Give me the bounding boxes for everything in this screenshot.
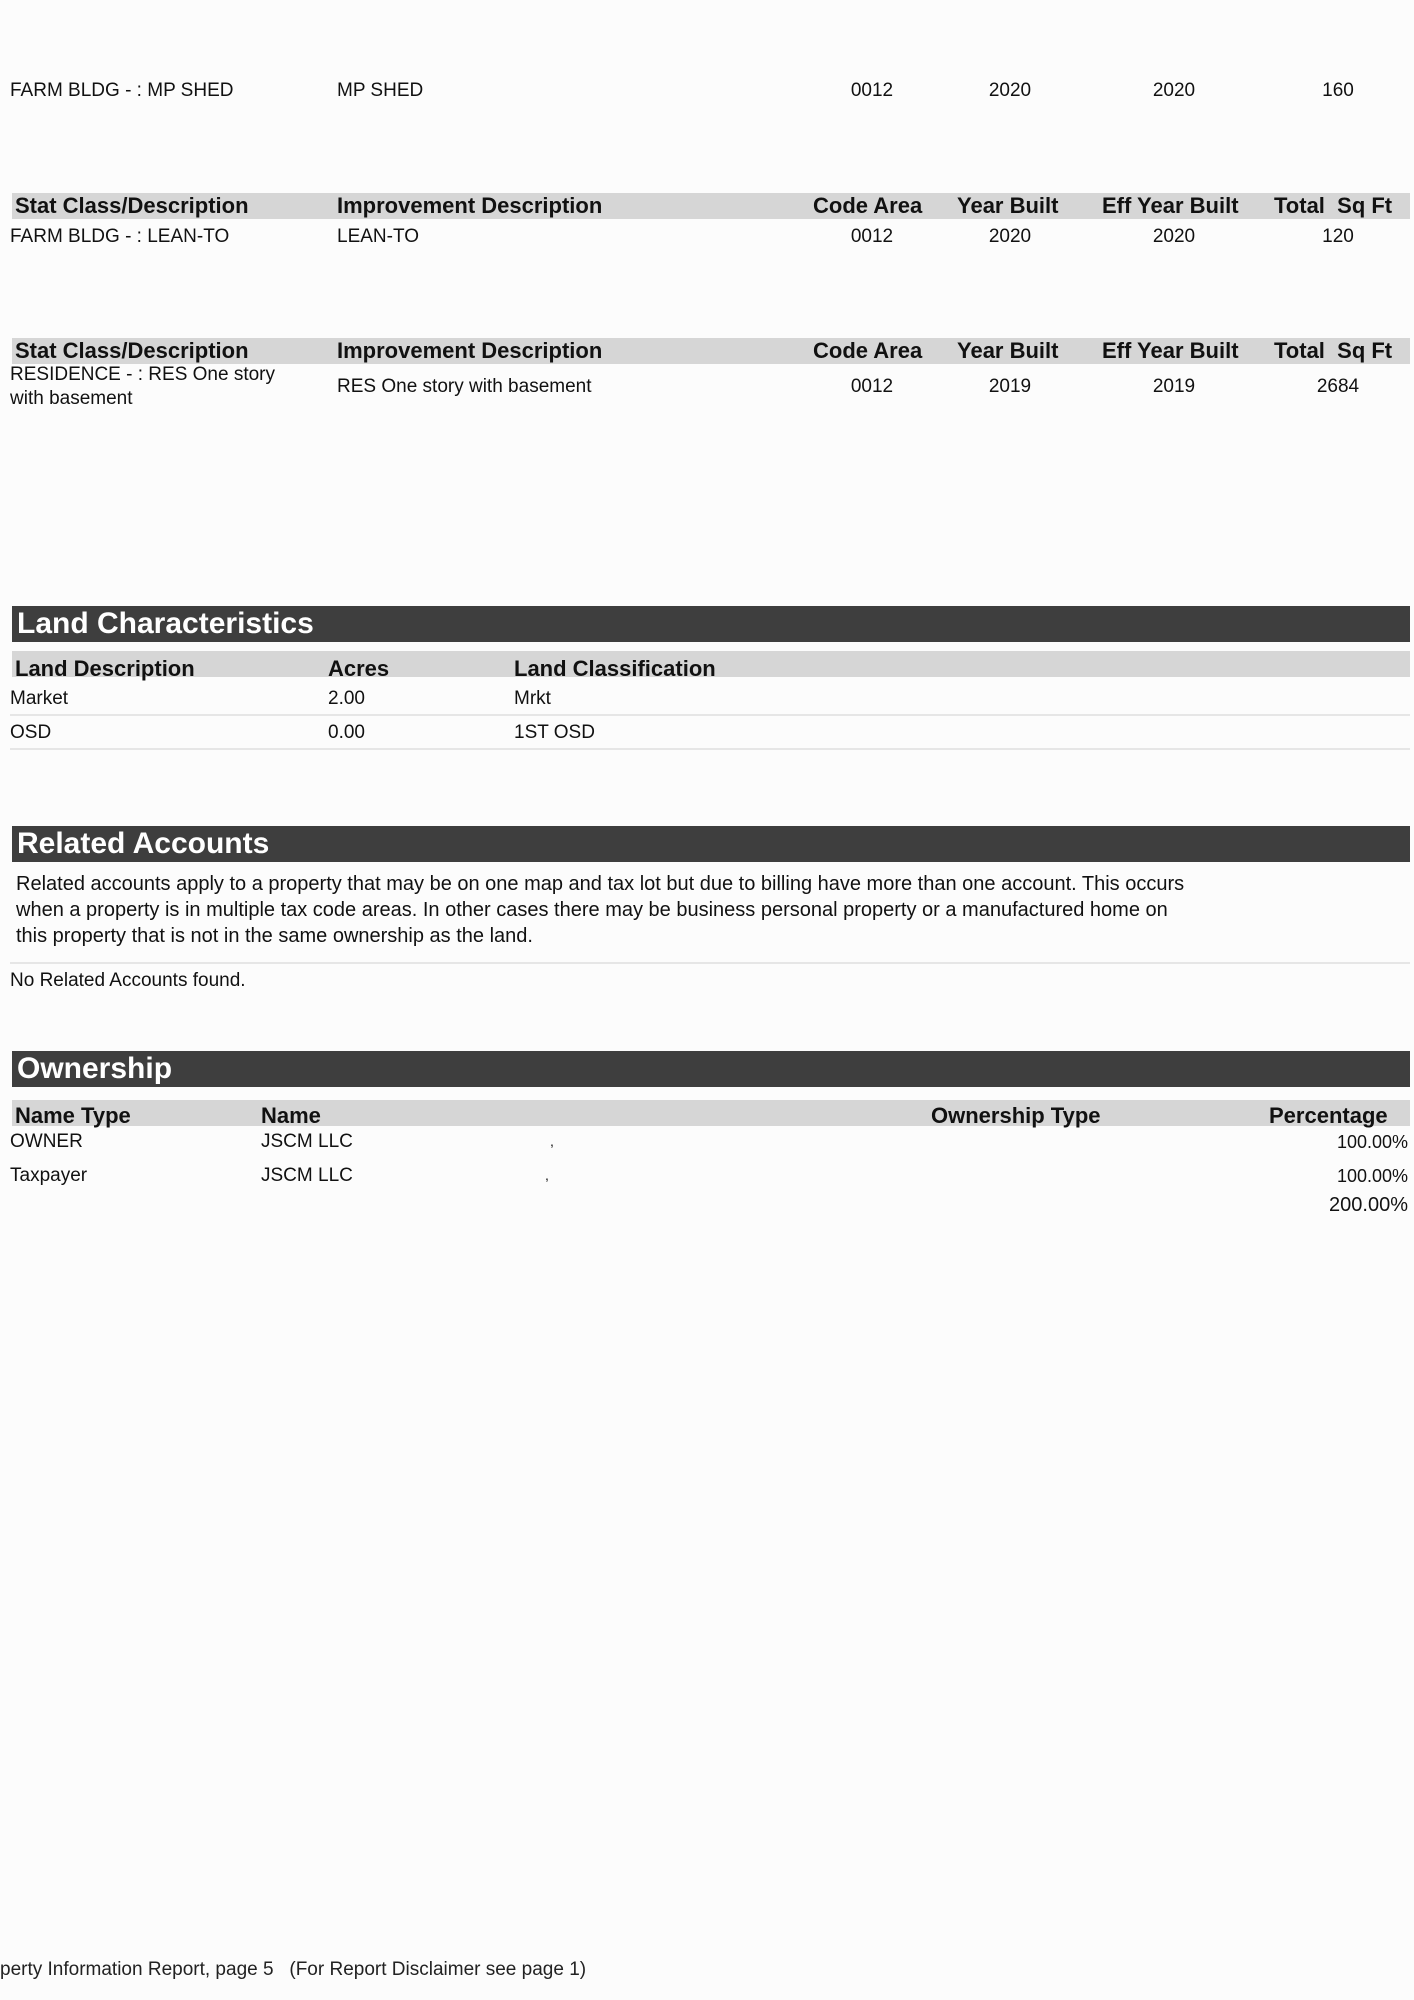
column-header: Name Type xyxy=(15,1103,131,1128)
row-divider xyxy=(10,714,1410,716)
eff-year-built-cell: 2020 xyxy=(1152,80,1196,101)
column-header: Land Description xyxy=(15,656,195,681)
stat-class-cell: FARM BLDG - : LEAN-TO xyxy=(10,226,230,247)
name-type-cell: OWNER xyxy=(10,1131,83,1152)
page-footer: perty Information Report, page 5 (For Report Disclaimer see page 1) xyxy=(0,1959,587,1980)
column-header: Year Built xyxy=(957,193,1059,218)
column-header: Acres xyxy=(328,656,390,681)
no-related-accounts-text: No Related Accounts found. xyxy=(10,970,246,991)
column-header: Total Sq Ft xyxy=(1274,338,1393,363)
section-title-ownership: Ownership xyxy=(12,1051,1410,1087)
column-header: Year Built xyxy=(957,338,1059,363)
year-built-cell: 2019 xyxy=(988,376,1032,397)
table-header-bar xyxy=(12,1100,1410,1126)
column-header: Improvement Description xyxy=(337,193,603,218)
code-area-cell: 0012 xyxy=(850,226,894,247)
name-type-cell: Taxpayer xyxy=(10,1165,88,1186)
improvement-description-cell: RES One story with basement xyxy=(337,376,592,397)
column-header: Stat Class/Description xyxy=(15,338,249,363)
improvement-description-cell: LEAN-TO xyxy=(337,226,420,247)
column-header: Eff Year Built xyxy=(1102,338,1239,363)
stat-class-cell: FARM BLDG - : MP SHED xyxy=(10,80,234,101)
percentage-cell: 100.00% xyxy=(1336,1166,1408,1186)
section-title-land: Land Characteristics xyxy=(12,606,1410,642)
section-title-related-accounts: Related Accounts xyxy=(12,826,1410,862)
column-header: Ownership Type xyxy=(931,1103,1101,1128)
address-separator: , xyxy=(550,1133,554,1149)
code-area-cell: 0012 xyxy=(850,80,894,101)
acres-cell: 2.00 xyxy=(328,688,365,709)
total-sqft-cell: 120 xyxy=(1322,226,1354,247)
improvement-description-cell: MP SHED xyxy=(337,80,424,101)
column-header: Percentage xyxy=(1269,1103,1388,1128)
column-header: Code Area xyxy=(813,338,923,363)
paragraph-line: Related accounts apply to a property that may be on one map and tax lot but due to billing have more than one account. This occurs xyxy=(16,873,1185,895)
percentage-cell: 100.00% xyxy=(1336,1132,1408,1152)
acres-cell: 0.00 xyxy=(328,722,365,743)
land-description-cell: Market xyxy=(10,688,69,709)
column-header: Land Classification xyxy=(514,656,716,681)
column-header: Improvement Description xyxy=(337,338,603,363)
owner-name-cell: JSCM LLC xyxy=(261,1131,353,1152)
related-accounts-description xyxy=(16,871,1396,949)
column-header: Name xyxy=(261,1103,321,1128)
paragraph-line: when a property is in multiple tax code areas. In other cases there may be business personal property or a manufactured home on xyxy=(16,899,1168,921)
year-built-cell: 2020 xyxy=(988,80,1032,101)
total-sqft-cell: 2684 xyxy=(1316,376,1360,397)
percentage-total: 200.00% xyxy=(1329,1194,1408,1216)
stat-class-cell: RESIDENCE - : RES One story xyxy=(10,364,276,385)
column-header: Code Area xyxy=(813,193,923,218)
year-built-cell: 2020 xyxy=(988,226,1032,247)
section-divider xyxy=(10,962,1410,964)
paragraph-line: this property that is not in the same ownership as the land. xyxy=(16,925,533,947)
total-sqft-cell: 160 xyxy=(1322,80,1354,101)
code-area-cell: 0012 xyxy=(850,376,894,397)
land-description-cell: OSD xyxy=(10,722,52,743)
stat-class-cell-continued: with basement xyxy=(10,388,133,409)
column-header: Eff Year Built xyxy=(1102,193,1239,218)
column-header: Stat Class/Description xyxy=(15,193,249,218)
owner-name-cell: JSCM LLC xyxy=(261,1165,353,1186)
eff-year-built-cell: 2019 xyxy=(1152,376,1196,397)
land-classification-cell: Mrkt xyxy=(514,688,551,709)
address-separator: , xyxy=(545,1167,549,1183)
column-header: Total Sq Ft xyxy=(1274,193,1393,218)
row-divider xyxy=(10,748,1410,750)
eff-year-built-cell: 2020 xyxy=(1152,226,1196,247)
land-classification-cell: 1ST OSD xyxy=(514,722,595,743)
